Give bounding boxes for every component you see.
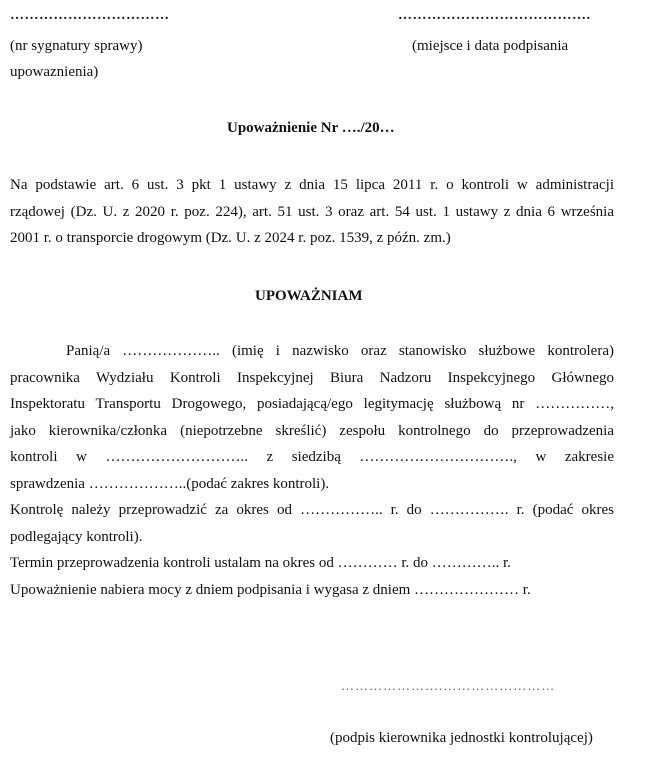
- legal-basis-line: rządowej (Dz. U. z 2020 r. poz. 224), art. 51 ust. 3 oraz art. 54 ust. 1 ustawy z dnia 6 września: [10, 203, 614, 220]
- authorization-line: Inspektoratu Transportu Drogowego, posiadającą/ego legitymację służbową nr ……………,: [10, 396, 614, 412]
- authorization-heading: UPOWAŻNIAM: [255, 288, 363, 304]
- signature-caption: (podpis kierownika jednostki kontrolującej): [330, 730, 593, 746]
- place-date-caption: (miejsce i data podpisania: [412, 38, 569, 54]
- control-period-line: Kontrolę należy przeprowadzić za okres od …………….. r. do ……………. r. (podać okres: [10, 502, 614, 518]
- case-number-caption: (nr sygnatury sprawy): [10, 38, 143, 54]
- authorization-line: kontroli w ……………………….. z siedzibą …………………………., w zakresie: [10, 449, 614, 465]
- case-number-field: ……………………………: [10, 8, 170, 23]
- validity-line: Upoważnienie nabiera mocy z dniem podpisania i wygasa z dniem ………………… r.: [10, 581, 531, 598]
- authorization-line: sprawdzenia ………………..(podać zakres kontroli).: [10, 475, 330, 492]
- legal-basis-line: Na podstawie art. 6 ust. 3 pkt 1 ustawy z dnia 15 lipca 2011 r. o kontroli w administracji: [10, 177, 614, 193]
- legal-basis-paragraph: [10, 172, 614, 252]
- authorization-line: jako kierownika/członka (niepotrzebne skreślić) zespołu kontrolnego do przeprowadzenia: [10, 422, 614, 439]
- control-period-line: podlegający kontroli).: [10, 528, 143, 545]
- control-term-line: Termin przeprowadzenia kontroli ustalam na okres od ………… r. do ………….. r.: [10, 555, 511, 571]
- authorization-line: Panią/a ……………….. (imię i nazwisko oraz stanowisko służbowe kontrolera): [66, 343, 614, 359]
- authorization-paragraph: [10, 338, 614, 603]
- document-title: Upoważnienie Nr …./20…: [227, 120, 395, 136]
- place-date-caption-continued: upowaznienia): [10, 64, 99, 80]
- signature-field: ………………….……………………: [341, 678, 556, 693]
- place-date-field: ………………………………….: [398, 8, 591, 23]
- legal-basis-line: 2001 r. o transporcie drogowym (Dz. U. z 2024 r. poz. 1539, z późn. zm.): [10, 230, 451, 246]
- authorization-line: pracownika Wydziału Kontroli Inspekcyjnej Biura Nadzoru Inspekcyjnego Głównego: [10, 369, 614, 386]
